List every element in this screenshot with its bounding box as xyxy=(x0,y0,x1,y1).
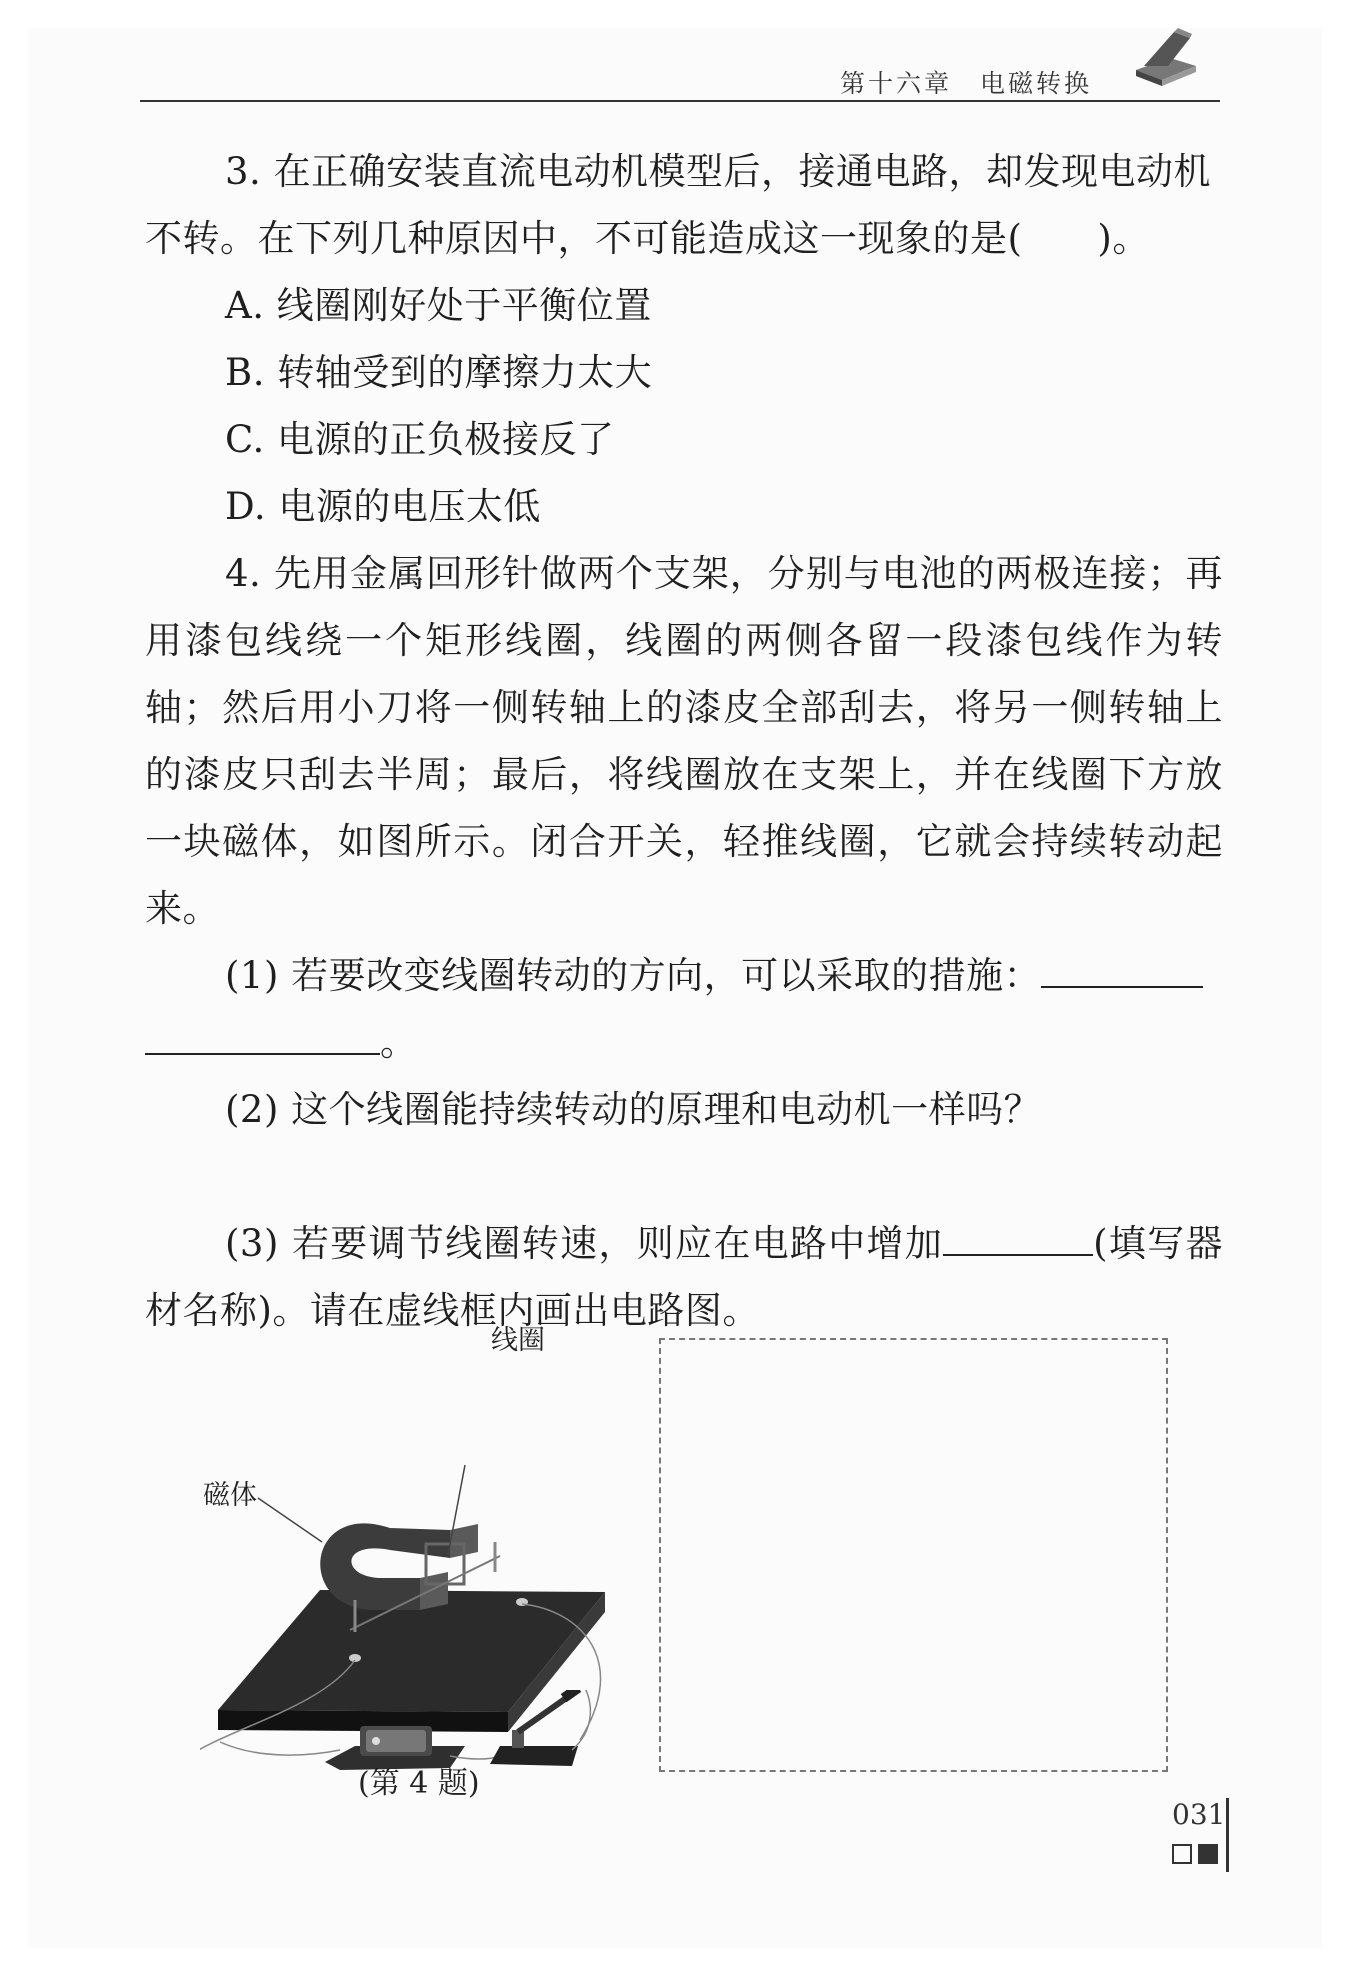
chapter-label: 第十六章 xyxy=(839,69,952,98)
q4-sub1-cont xyxy=(145,1009,1223,1076)
q3-option-b: B. 转轴受到的摩擦力太大 xyxy=(225,351,653,394)
motor-figure xyxy=(200,1310,640,1810)
q4-sub1-end: 。 xyxy=(380,1021,418,1064)
q4-sub2: (2) 这个线圈能持续转动的原理和电动机一样吗？ xyxy=(225,1088,1042,1131)
q3-option-d: D. 电源的电压太低 xyxy=(225,485,541,528)
section-label: 电磁转换 xyxy=(979,69,1092,98)
q3-stem-line2: 不转。在下列几种原因中，不可能造成这一现象的是( )。 xyxy=(145,217,1150,260)
q3-option-c: C. 电源的正负极接反了 xyxy=(225,418,615,461)
q4-sub1 xyxy=(145,942,1223,1009)
answer-blank-3[interactable] xyxy=(943,1214,1093,1256)
question-3 xyxy=(145,138,1223,540)
circuit-drawing-box[interactable] xyxy=(659,1338,1168,1772)
page-header xyxy=(140,60,1220,104)
q4-sub3-text-b: (填写器材名称)。请在虚线框内画出电路图。 xyxy=(145,1222,1224,1332)
running-head xyxy=(812,64,1092,100)
q4-sub1-text: (1) 若要改变线圈转动的方向，可以采取的措施： xyxy=(225,954,1042,997)
page-number-bar xyxy=(1226,1798,1229,1872)
answer-space-2[interactable] xyxy=(145,1143,1223,1210)
answer-blank-1b[interactable] xyxy=(145,1013,380,1055)
q4-stem: 4. 先用金属回形针做两个支架，分别与电池的两极连接；再用漆包线绕一个矩形线圈，线圈的两侧各留一段漆包线作为转轴；然后用小刀将一侧转轴上的漆皮全部刮去，将另一侧转轴上的漆皮只刮去半周；最后，将线圈放在支架上，并在线圈下方放一块磁体，如图所示。闭合开关，轻推线圈，它就会持续转动起来。 xyxy=(145,552,1223,930)
coil-label: 线圈 xyxy=(491,1325,545,1356)
q3-option-a: A. 线圈刚好处于平衡位置 xyxy=(225,284,652,327)
header-rule xyxy=(140,100,1220,102)
q4-sub3-text-a: (3) 若要调节线圈转速，则应在电路中增加 xyxy=(225,1222,944,1265)
page-marker-empty-square xyxy=(1172,1844,1192,1864)
book-icon xyxy=(1130,22,1200,92)
page-marker-filled-square xyxy=(1198,1844,1218,1864)
q3-stem-line1: 3. 在正确安装直流电动机模型后，接通电路，却发现电动机 xyxy=(225,150,1212,193)
question-4 xyxy=(145,540,1223,1344)
answer-blank-1a[interactable] xyxy=(1041,946,1203,988)
page-number: 031 xyxy=(1172,1798,1226,1831)
figure-caption: (第 4 题) xyxy=(358,1766,480,1801)
magnet-label: 磁体 xyxy=(203,1480,257,1511)
